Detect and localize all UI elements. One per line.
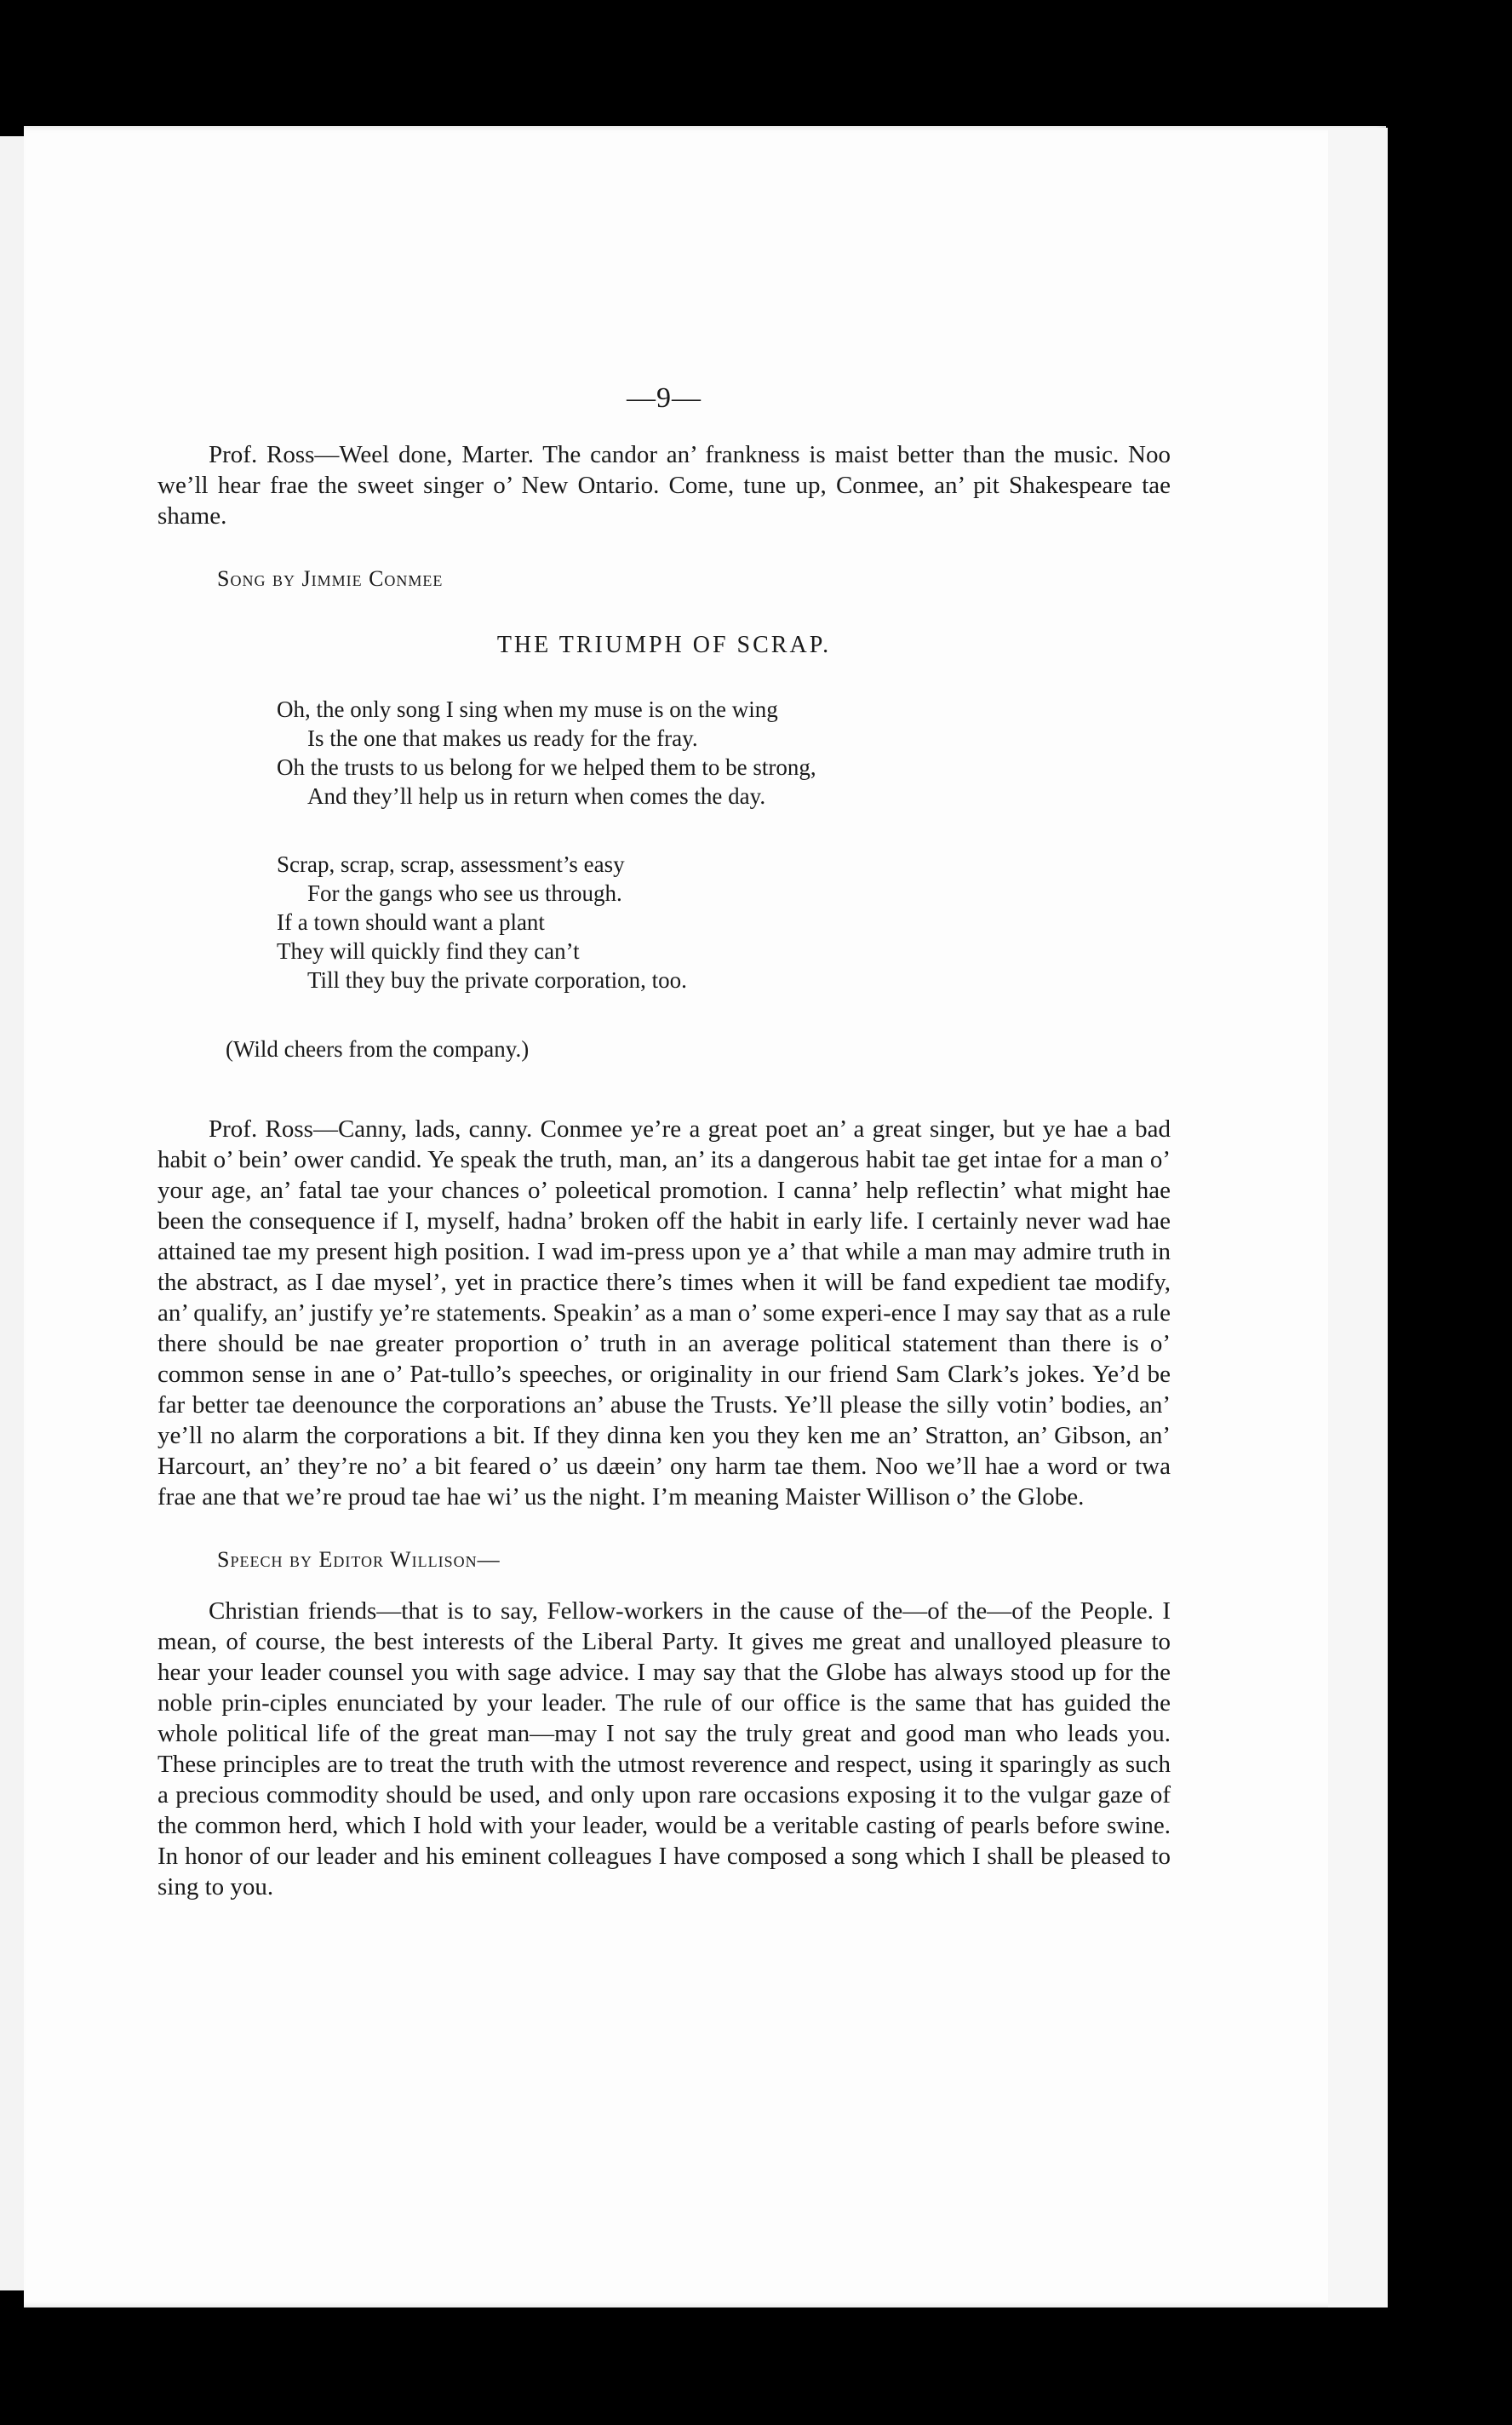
stanza-line: And they’ll help us in return when comes the day. xyxy=(307,783,766,809)
stanza-line: Oh, the only song I sing when my muse is on the wing xyxy=(277,697,778,722)
page-number: —9— xyxy=(627,382,702,414)
song-heading: Song by Jimmie Conmee xyxy=(217,566,444,591)
paragraph-ross-2: Prof. Ross—Canny, lads, canny. Conmee ye’re a great poet an’ a great singer, but ye hae a bad habit o’ bein’ ower candid. Ye speak the truth, man, an’ its a dangerous habit tae get intae for a man o’ your age, an’ fatal tae your chances o’ poleetical promotion. I canna’ help reflectin’ what might hae been the consequence if I, myself, hadna’ broken off the habit in early life. I certainly never wad hae attained tae my present high position. I wad im-press upon ye a’ that while a man may admire truth in the abstract, as I dae mysel’, yet in practice there’s times when it will be fand expedient tae modify, an’ qualify, an’ justify ye’re statements. Speakin’ as a man o’ some experi-ence I may say that as a rule there should be nae greater proportion o’ truth in an average political statement than there is o’ common sense in ane o’ Pat-tullo’s speeches, or originality in our friend Sam Clark’s jokes. Ye’d be far better tae deenounce the corporations an’ abuse the Trusts. Ye’ll please the silly votin’ bodies, an’ ye’ll no alarm the corporations a bit. If they dinna ken you they ken me an’ Stratton, an’ Gibson, an’ Harcourt, an’ they’re no’ a bit feared o’ us dæein’ ony harm tae them. Noo we’ll hae a word or twa frae ane that we’re proud tae hae wi’ us the night. I’m meaning Maister Willison o’ the Globe. xyxy=(158,1115,1171,1511)
song-stanza-1 xyxy=(277,695,1171,811)
stanza-line: Is the one that makes us ready for the fray. xyxy=(307,725,698,751)
stanza-line: If a town should want a plant xyxy=(277,909,545,935)
speech-heading: Speech by Editor Willison— xyxy=(217,1547,501,1572)
stanza-line: For the gangs who see us through. xyxy=(307,880,622,906)
page-content xyxy=(158,366,1171,1902)
song-stanza-2 xyxy=(277,850,1171,995)
stage-direction: (Wild cheers from the company.) xyxy=(226,1036,530,1062)
paragraph-ross-1: Prof. Ross—Weel done, Marter. The candor an’ frankness is maist better than the music. Noo we’ll hear frae the sweet singer o’ New Ontario. Come, tune up, Conmee, an’ pit Shakespeare tae shame. xyxy=(158,441,1171,530)
scan-background-right xyxy=(1388,128,1512,2425)
scan-background-bottom xyxy=(0,2307,1512,2425)
stanza-line: Till they buy the private corporation, too. xyxy=(307,967,687,993)
stanza-line: Scrap, scrap, scrap, assessment’s easy xyxy=(277,851,625,877)
stanza-line: Oh the trusts to us belong for we helped them to be strong, xyxy=(277,754,816,780)
paragraph-willison: Christian friends—that is to say, Fellow-workers in the cause of the—of the—of the People. I mean, of course, the best interests of the Liberal Party. It gives me great and unalloyed pleasure to hear your leader counsel you with sage advice. I may say that the Globe has always stood up for the noble prin-ciples enunciated by your leader. The rule of our office is the same that has guided the whole political life of the great man—may I not say the truly great and good man who leads you. These principles are to treat the truth with the utmost reverence and respect, using it sparingly as such a precious commodity should be used, and only upon rare occasions exposing it to the vulgar gaze of the common herd, which I hold with your leader, would be a veritable casting of pearls before swine. In honor of our leader and his eminent colleagues I have composed a song which I shall be pleased to sing to you. xyxy=(158,1597,1171,1900)
song-title: THE TRIUMPH OF SCRAP. xyxy=(496,632,832,658)
stanza-line: They will quickly find they can’t xyxy=(277,938,580,964)
page-right-edge xyxy=(1328,128,1389,2307)
scan-background-top xyxy=(0,0,1512,128)
